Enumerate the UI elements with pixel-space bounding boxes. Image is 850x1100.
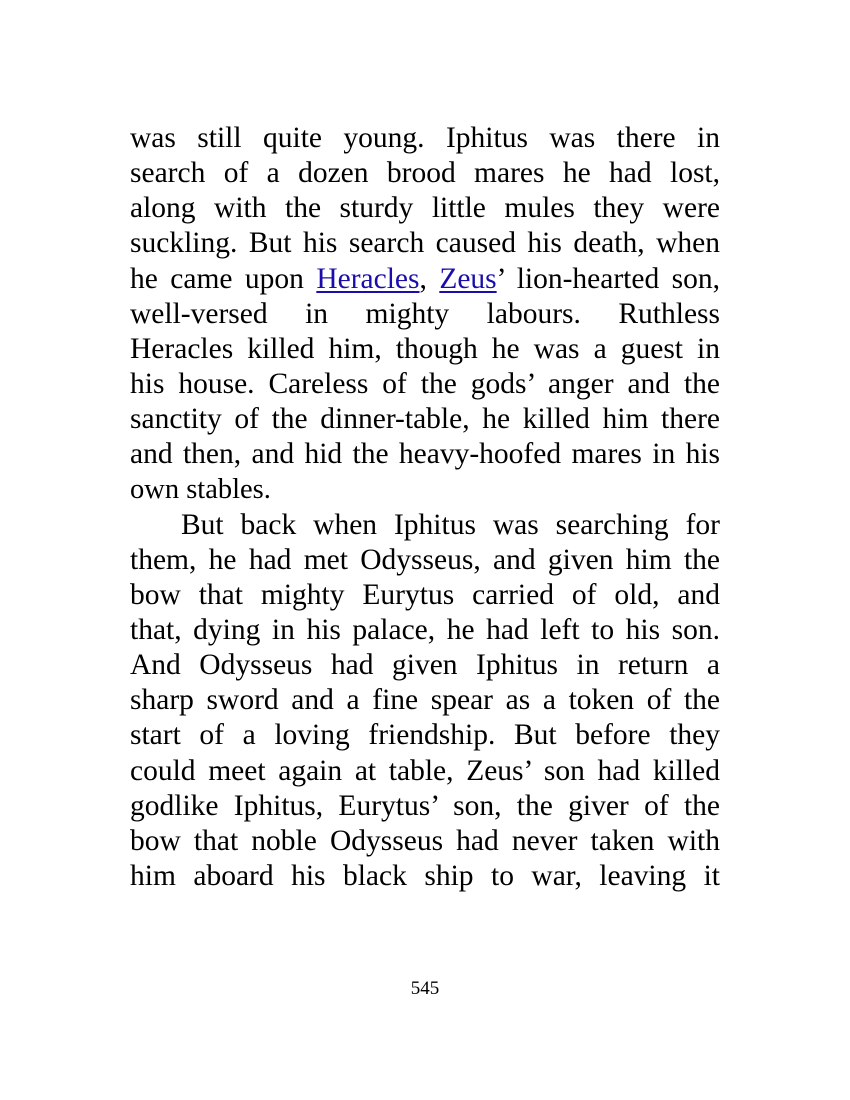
text-line: start of a loving friendship. But before they — [130, 719, 720, 752]
text-line: and then, and hid the heavy-hoofed mares in his — [130, 438, 720, 471]
text-segment: he came upon — [130, 262, 317, 295]
text-line-with-links — [130, 262, 720, 297]
paragraph — [130, 508, 720, 895]
page-number: 545 — [410, 978, 440, 999]
text-line: sanctity of the dinner-table, he killed him there — [130, 403, 720, 436]
text-line: them, he had met Odysseus, and given him the — [130, 543, 720, 576]
text-line: own stables. — [130, 474, 271, 506]
text-line: was still quite young. Iphitus was there in — [130, 122, 720, 154]
text-line: Heracles killed him, though he was a guest in — [130, 332, 720, 365]
text-segment: ’ lion-hearted son, — [496, 262, 720, 295]
text-line: And Odysseus had given Iphitus in return a — [130, 649, 720, 682]
body-text — [130, 121, 720, 894]
text-line: well-versed in mighty labours. Ruthless — [130, 297, 720, 330]
text-line: suckling. But his search caused his death, when — [130, 227, 720, 260]
text-line: that, dying in his palace, he had left to his son. — [130, 613, 720, 646]
text-line: search of a dozen brood mares he had lost, — [130, 157, 720, 190]
text-line: bow that noble Odysseus had never taken with — [130, 824, 720, 857]
link-heracles[interactable]: Heracles — [316, 262, 420, 295]
text-line: his house. Careless of the gods’ anger and the — [130, 367, 720, 400]
text-line: bow that mighty Eurytus carried of old, and — [130, 578, 720, 611]
paragraph — [130, 121, 720, 508]
text-line: sharp sword and a fine spear as a token of the — [130, 684, 720, 717]
link-zeus[interactable]: Zeus — [439, 262, 497, 295]
text-line: him aboard his black ship to war, leaving it — [130, 859, 720, 892]
text-segment: , — [419, 262, 440, 295]
text-line: godlike Iphitus, Eurytus’ son, the giver of the — [130, 789, 720, 822]
text-line: But back when Iphitus was searching for — [181, 508, 720, 541]
text-line: along with the sturdy little mules they were — [130, 192, 720, 225]
text-line: could meet again at table, Zeus’ son had killed — [130, 754, 720, 787]
